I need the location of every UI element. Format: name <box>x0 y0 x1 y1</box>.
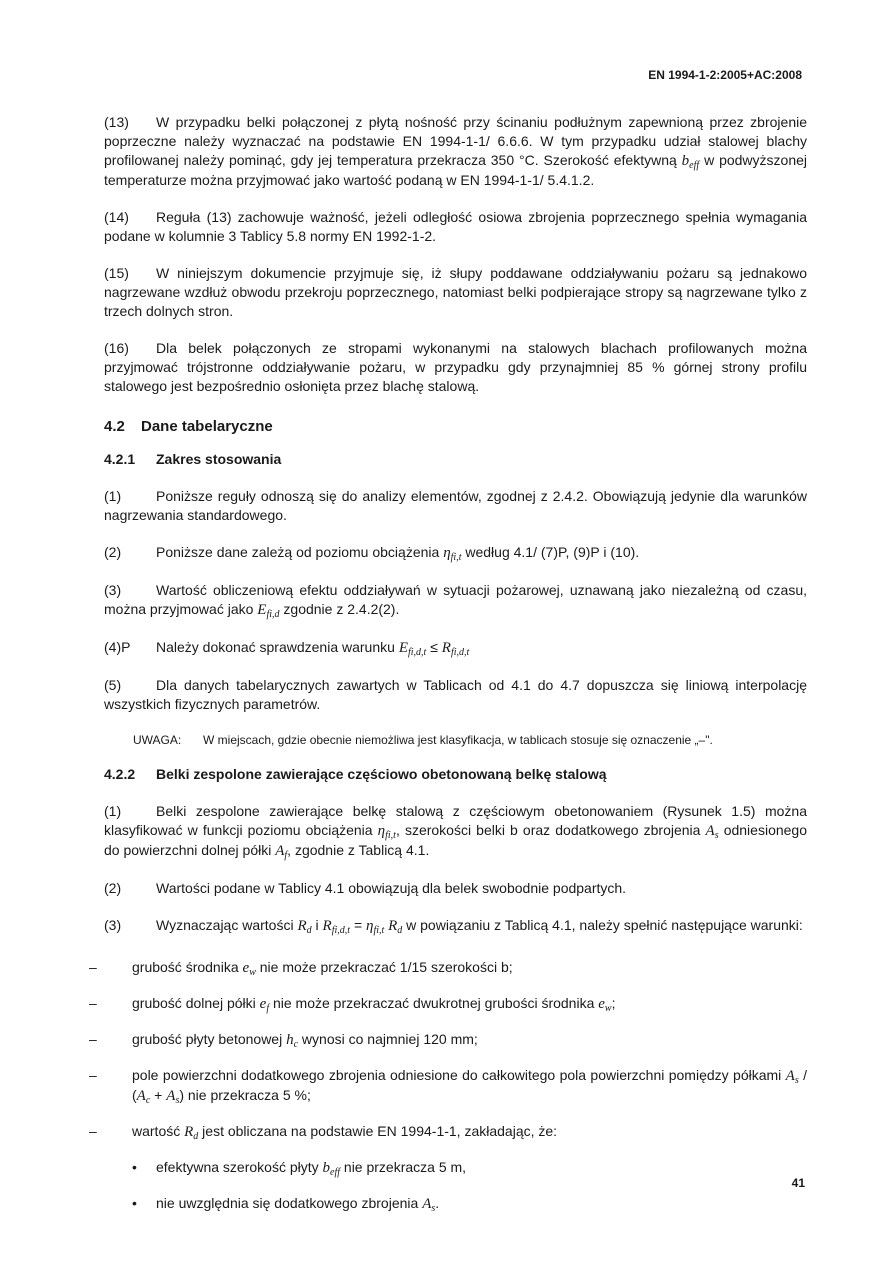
subsection-title: Belki zespolone zawierające częściowo obetonowaną belkę stalową <box>156 766 607 782</box>
text-run: grubość dolnej półki <box>132 995 260 1011</box>
note-label: UWAGA: <box>133 733 182 747</box>
text-run: efektywna szerokość płyty <box>156 1159 323 1175</box>
subscript: s <box>794 1075 799 1086</box>
symbol: E <box>398 640 408 656</box>
text-run: odniesionego do powierzchni dolnej półki <box>104 822 807 858</box>
subscript: w <box>249 967 256 978</box>
subscript: fi,t <box>450 552 462 563</box>
text-run: ; <box>611 995 616 1011</box>
list-item <box>104 1194 807 1214</box>
subsection-number: 4.2.1 <box>104 451 136 467</box>
paragraph-13 <box>104 113 807 190</box>
paragraph-2 <box>104 543 807 563</box>
symbol: R <box>384 918 398 934</box>
list-item <box>89 958 807 978</box>
operator: ≤ <box>426 639 442 655</box>
text-run: w podwyższonej temperaturze można przyjmować jako wartość podaną w EN 1994-1-1/ 5.4.1.2. <box>104 152 808 188</box>
symbol: A <box>166 1088 176 1104</box>
section-title: Dane tabelaryczne <box>141 418 273 435</box>
symbol: A <box>275 843 285 859</box>
paragraph-text: Poniższe reguły odnoszą się do analizy elementów, zgodnej z 2.4.2. Obowiązują jedynie dla warunków nagrzewania standardowego. <box>104 488 807 523</box>
section-number: 4.2 <box>104 418 125 435</box>
paragraph-number: (3) <box>104 917 122 933</box>
text-run: nie może przekraczać dwukrotnej grubości środnika <box>269 995 599 1011</box>
text-run: Wyznaczając wartości <box>156 917 298 933</box>
paragraph-number: (3) <box>104 582 122 598</box>
symbol: A <box>136 1088 146 1104</box>
list-item <box>89 1066 808 1106</box>
symbol: e <box>259 996 267 1012</box>
subscript: d <box>193 1131 199 1142</box>
symbol: A <box>705 823 715 839</box>
paragraph-3 <box>104 581 807 620</box>
dash-marker: – <box>89 1123 97 1139</box>
page-content <box>89 113 808 1230</box>
subscript: fi,d,t <box>450 647 470 658</box>
text-run: Wartość obliczeniową efektu oddziaływań w sytuacji pożarowej, uznawaną jako niezależną od czasu, można przyjmować jako <box>104 582 807 617</box>
document-id-header: EN 1994-1-2:2005+AC:2008 <box>648 68 802 82</box>
paragraph-5 <box>104 676 807 714</box>
symbol: h <box>286 1032 294 1048</box>
text-run: zgodnie z 2.4.2(2). <box>279 601 400 617</box>
subscript: s <box>431 1203 436 1214</box>
paragraph-15 <box>104 264 807 321</box>
text-run: według 4.1/ (7)P, (9)P i (10). <box>461 544 640 560</box>
paragraph-1 <box>104 487 807 525</box>
bullet-marker: • <box>132 1195 137 1211</box>
text-run: Poniższe dane zależą od poziomu obciążenia <box>156 544 444 560</box>
symbol: e <box>598 996 605 1012</box>
paragraph-2b <box>104 879 807 898</box>
paragraph-number: (14) <box>104 209 129 225</box>
subscript: d <box>306 925 312 936</box>
text-run: grubość płyty betonowej <box>132 1031 287 1047</box>
subscript: fi,d,t <box>331 925 351 936</box>
section-heading-4-2 <box>104 418 807 435</box>
symbol: R <box>322 918 332 934</box>
subscript: fi,t <box>385 830 396 841</box>
text-run: W przypadku belki połączonej z płytą nośność przy ścinaniu podłużnym zapewnioną przez zbrojenie poprzeczne należy wyznaczać na podstawie EN 1994-1-1/ 6.6.6. W tym przypadku udział stalowej blachy profilowanej należy pominąć, gdy jej temperatura przekracza 350 °C. Szerokość efektywną <box>104 114 807 168</box>
symbol: b <box>681 153 690 169</box>
subscript: c <box>293 1039 299 1050</box>
dash-marker: – <box>89 995 97 1011</box>
paragraph-number: (4)P <box>104 639 131 655</box>
text-run: w powiązaniu z Tablicą 4.1, należy spełnić następujące warunki: <box>402 917 803 933</box>
subscript: c <box>145 1095 151 1106</box>
subsection-heading-4-2-1 <box>104 451 807 467</box>
subscript: fi,d <box>266 609 280 620</box>
symbol: A <box>422 1196 432 1212</box>
symbol: b <box>322 1160 331 1176</box>
paragraph-14 <box>104 208 807 246</box>
list-item <box>89 1030 807 1050</box>
subscript: eff <box>330 1167 341 1178</box>
symbol: η <box>366 918 374 934</box>
subscript: f <box>284 850 288 861</box>
text-run: grubość środnika <box>132 959 243 975</box>
page-number: 41 <box>791 1176 805 1190</box>
text-run: pole powierzchni dodatkowego zbrojenia odniesione do całkowitego pola powierzchni pomiędzy półkami <box>132 1067 786 1083</box>
text-run: , szerokości belki b oraz dodatkowego zbrojenia <box>395 822 706 838</box>
paragraph-number: (1) <box>104 488 122 504</box>
symbol: A <box>785 1068 795 1084</box>
dash-marker: – <box>89 959 97 975</box>
symbol: E <box>257 602 267 618</box>
list-item <box>89 1122 807 1142</box>
bullet-marker: • <box>132 1159 137 1175</box>
paragraph-number: (5) <box>104 677 122 693</box>
dash-marker: – <box>89 1031 97 1047</box>
text-run: = <box>350 917 367 933</box>
subscript: fi,t <box>373 925 385 936</box>
dash-marker: – <box>89 1067 97 1083</box>
text-run: ) nie przekracza 5 %; <box>179 1087 311 1103</box>
text-run: jest obliczana na podstawie EN 1994-1-1, zakładając, że: <box>198 1123 558 1139</box>
list-item <box>104 1158 807 1178</box>
symbol: η <box>443 545 451 561</box>
subscript: w <box>604 1003 612 1014</box>
symbol: R <box>297 918 307 934</box>
paragraph-number: (2) <box>104 544 122 560</box>
text-run: . <box>435 1195 440 1211</box>
text-run: Należy dokonać sprawdzenia warunku <box>156 639 399 655</box>
paragraph-number: (16) <box>104 340 129 356</box>
text-run: nie uwzględnia się dodatkowego zbrojenia <box>156 1195 423 1211</box>
text-run: / ( <box>132 1067 808 1103</box>
text-run: + <box>150 1087 167 1103</box>
text-run: nie może przekraczać 1/15 szerokości b; <box>255 959 513 975</box>
paragraph-1b <box>104 802 807 861</box>
paragraph-text: Dla belek połączonych ze stropami wykonanymi na stalowych blachach profilowanych można przyjmować trójstronne oddziaływanie pożaru, w przypadku gdy przynajmniej 85 % górnej strony profilu stalowego jest bezpośrednio osłonięta przez blachę stalową. <box>104 340 807 394</box>
note <box>133 732 807 748</box>
subsection-heading-4-2-2 <box>104 766 807 782</box>
subscript: s <box>175 1095 180 1106</box>
text-run: nie przekracza 5 m, <box>340 1159 467 1175</box>
text-run: wartość <box>132 1123 185 1139</box>
text-run: wynosi co najmniej 120 mm; <box>298 1031 478 1047</box>
paragraph-16 <box>104 339 807 396</box>
subscript: d <box>397 925 403 936</box>
subsection-title: Zakres stosowania <box>156 451 282 467</box>
subscript: eff <box>689 160 700 171</box>
subscript: s <box>714 830 719 841</box>
text-run: , zgodnie z Tablicą 4.1. <box>287 842 430 858</box>
paragraph-number: (15) <box>104 265 129 281</box>
paragraph-number: (13) <box>104 114 129 130</box>
symbol: R <box>184 1124 194 1140</box>
subsection-number: 4.2.2 <box>104 766 136 782</box>
paragraph-text: Wartości podane w Tablicy 4.1 obowiązują dla belek swobodnie podpartych. <box>156 880 627 896</box>
paragraph-number: (1) <box>104 803 122 819</box>
paragraph-text: Dla danych tabelarycznych zawartych w Tablicach od 4.1 do 4.7 dopuszcza się liniową interpolację wszystkich fizycznych parametrów. <box>104 677 807 712</box>
paragraph-4p <box>104 638 807 658</box>
paragraph-text: W niniejszym dokumencie przyjmuje się, iż słupy poddawane oddziaływaniu pożaru są jednakowo nagrzewane wzdłuż obwodu przekroju poprzecznego, natomiast belki podpierające stropy są nagrzewane tylko z trzech dolnych stron. <box>104 265 807 319</box>
symbol: e <box>242 960 250 976</box>
symbol: R <box>441 640 451 656</box>
subscript: f <box>266 1003 270 1014</box>
paragraph-number: (2) <box>104 880 122 896</box>
subscript: fi,d,t <box>407 647 427 658</box>
text-run: i <box>311 917 323 933</box>
paragraph-3b <box>104 916 807 936</box>
note-text: W miejscach, gdzie obecnie niemożliwa jest klasyfikacja, w tablicach stosuje się oznaczenie „–". <box>203 733 713 747</box>
symbol: η <box>377 823 386 839</box>
paragraph-text: Reguła (13) zachowuje ważność, jeżeli odległość osiowa zbrojenia poprzecznego spełnia wymagania podane w kolumnie 3 Tablicy 5.8 normy EN 1992-1-2. <box>104 209 807 244</box>
list-item <box>89 994 807 1014</box>
text-run: Belki zespolone zawierające belkę stalową z częściowym obetonowaniem (Rysunek 1.5) można klasyfikować w funkcji poziomu obciążenia <box>104 803 807 838</box>
